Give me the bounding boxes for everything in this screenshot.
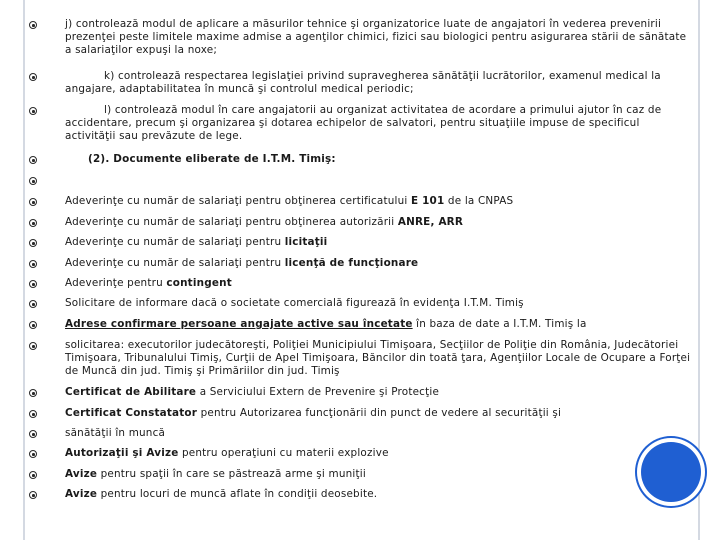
bullet-icon xyxy=(29,239,37,247)
item-text: l) controlează modul în care angajatorii au organizat activitatea de acordare a primului ajutor în caz de accidentare, precum şi organizarea şi dotarea echipelor de salvatori, pentru situaţiile impuse de specificul activităţii sau prevăzute de lege. xyxy=(65,104,662,142)
item-text: Adeverinţe cu număr de salariaţi pentru obţinerea certificatului E 101 de la CNPAS xyxy=(65,195,514,207)
bullet-icon xyxy=(29,107,37,115)
decorative-circle xyxy=(641,442,701,502)
bullet-icon xyxy=(29,389,37,397)
bullet-icon xyxy=(29,198,37,206)
item-text: Autorizaţii şi Avize pentru operaţiuni cu materii explozive xyxy=(65,447,389,459)
bullet-icon xyxy=(29,156,37,164)
bullet-icon xyxy=(29,260,37,268)
bullet-icon xyxy=(29,21,37,29)
bullet-icon xyxy=(29,430,37,438)
section-heading: (2). Documente eliberate de I.T.M. Timiş: xyxy=(88,153,336,165)
item-text: sănătăţii în muncă xyxy=(65,427,166,439)
item-text: Solicitare de informare dacă o societate comercială figurează în evidenţa I.T.M. Timiş xyxy=(65,297,524,309)
bullet-icon xyxy=(29,73,37,81)
item-text: Adeverinţe cu număr de salariaţi pentru licitaţii xyxy=(65,236,328,248)
item-text: Avize pentru locuri de muncă aflate în condiţii deosebite. xyxy=(65,488,378,500)
bullet-icon xyxy=(29,280,37,288)
bullet-icon xyxy=(29,491,37,499)
item-text: Adeverinţe cu număr de salariaţi pentru licenţă de funcţionare xyxy=(65,257,419,269)
item-text: j) controlează modul de aplicare a măsurilor tehnice şi organizatorice luate de angajatori în vederea prevenirii prezenţei peste limitele maxime admise a agenţilor chimici, fizici sau biologici pentru asigurarea stării de sănătate a salariaţilor expuşi la noxe; xyxy=(65,18,687,56)
item-text: Adeverinţe cu număr de salariaţi pentru obţinerea autorizării ANRE, ARR xyxy=(65,216,464,228)
item-text: Certificat de Abilitare a Serviciului Extern de Prevenire şi Protecţie xyxy=(65,386,440,398)
bullet-icon xyxy=(29,300,37,308)
bullet-icon xyxy=(29,410,37,418)
bullet-icon xyxy=(29,321,37,329)
item-text: k) controlează respectarea legislaţiei privind supravegherea sănătăţii lucrătorilor, examenul medical la angajare, adaptabilitatea în muncă şi controlul medical periodic; xyxy=(65,70,661,95)
bullet-icon xyxy=(29,471,37,479)
item-text: Adrese confirmare persoane angajate active sau încetate în baza de date a I.T.M. Timiş la xyxy=(65,318,587,330)
item-text: Certificat Constatator pentru Autorizarea funcţionării din punct de vedere al securităţii şi xyxy=(65,407,562,419)
item-text: solicitarea: executorilor judecătoreşti, Poliţiei Municipiului Timişoara, Secţiilor de Poliţie din România, Judecătoriei Timişoara, Tribunalului Timiş, Curţii de Apel Timişoara, Băncilor din toată ţara, Agenţiilor Locale de Ocupare a Forţei de Muncă din jud. Timiş şi Primăriilor din jud. Timiş xyxy=(65,339,691,377)
item-text: Avize pentru spaţii în care se păstrează arme şi muniţii xyxy=(65,468,366,480)
bullet-icon xyxy=(29,450,37,458)
bullet-icon xyxy=(29,219,37,227)
bullet-icon xyxy=(29,342,37,350)
slide-frame-left xyxy=(23,0,25,540)
item-text: Adeverinţe pentru contingent xyxy=(65,277,232,289)
bullet-icon xyxy=(29,177,37,185)
